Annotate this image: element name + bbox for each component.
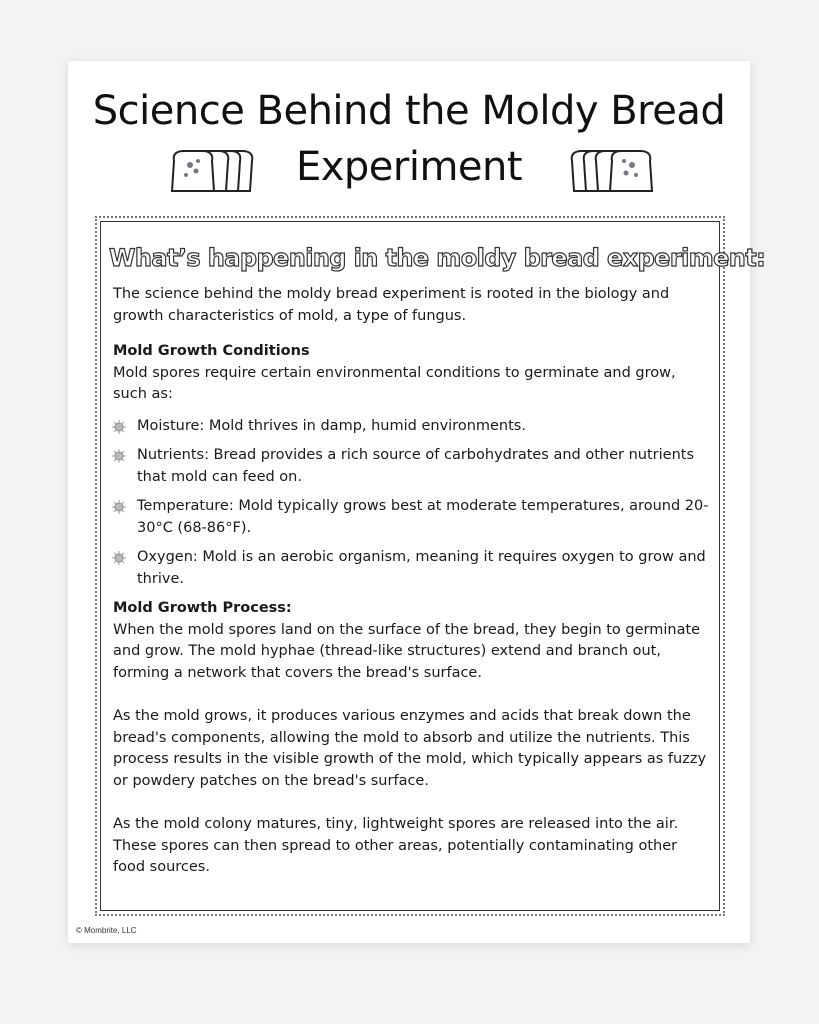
condition-text: Moisture: Mold thrives in damp, humid environments.: [137, 417, 526, 434]
bread-slices-icon: [560, 147, 656, 195]
condition-text: Temperature: Mold typically grows best at moderate temperatures, around 20-30°C (68-86°F).: [137, 498, 709, 536]
list-item: [113, 445, 709, 488]
content-body: [113, 284, 709, 879]
condition-text: Nutrients: Bread provides a rich source of carbohydrates and other nutrients that mold can feed on.: [137, 447, 695, 485]
bread-slices-icon: [168, 147, 264, 195]
content-panel: [100, 221, 766, 911]
conditions-lead: Mold spores require certain environmental conditions to germinate and grow, such as:: [113, 364, 676, 402]
intro-paragraph: The science behind the moldy bread experiment is rooted in the biology and growth characteristics of mold, a type of fungus.: [113, 286, 670, 324]
mold-spore-icon: [111, 448, 127, 464]
title-line-2: Experiment: [295, 144, 523, 190]
section-heading: What’s happening in the moldy bread experiment:: [109, 244, 766, 272]
mold-spore-icon: [111, 550, 127, 566]
list-item: [113, 547, 709, 590]
mold-spore-icon: [111, 499, 127, 515]
condition-text: Oxygen: Mold is an aerobic organism, meaning it requires oxygen to grow and thrive.: [137, 549, 706, 587]
conditions-heading: Mold Growth Conditions: [113, 343, 310, 359]
copyright-notice: © Mombrite, LLC: [76, 926, 137, 935]
mold-spore-icon: [111, 419, 127, 435]
process-heading: Mold Growth Process:: [113, 600, 292, 616]
worksheet-page: [68, 61, 766, 943]
conditions-list: [113, 416, 709, 591]
list-item: [113, 496, 709, 539]
list-item: [113, 416, 709, 438]
process-paragraph: As the mold colony matures, tiny, lightweight spores are released into the air. These spores can then spread to other areas, potentially contaminating other food sources.: [113, 816, 679, 875]
process-paragraph: When the mold spores land on the surface of the bread, they begin to germinate and grow. The mold hyphae (thread-like structures) extend and branch out, forming a network that covers the bread's surface.: [113, 621, 701, 681]
title-line-1: Science Behind the Moldy Bread: [92, 88, 726, 134]
process-paragraph: As the mold grows, it produces various enzymes and acids that break down the bread's components, allowing the mold to absorb and utilize the nutrients. This process results in the visible growth of the mold, which typically appears as fuzzy or powdery patches on the bread's surface.: [113, 708, 707, 789]
